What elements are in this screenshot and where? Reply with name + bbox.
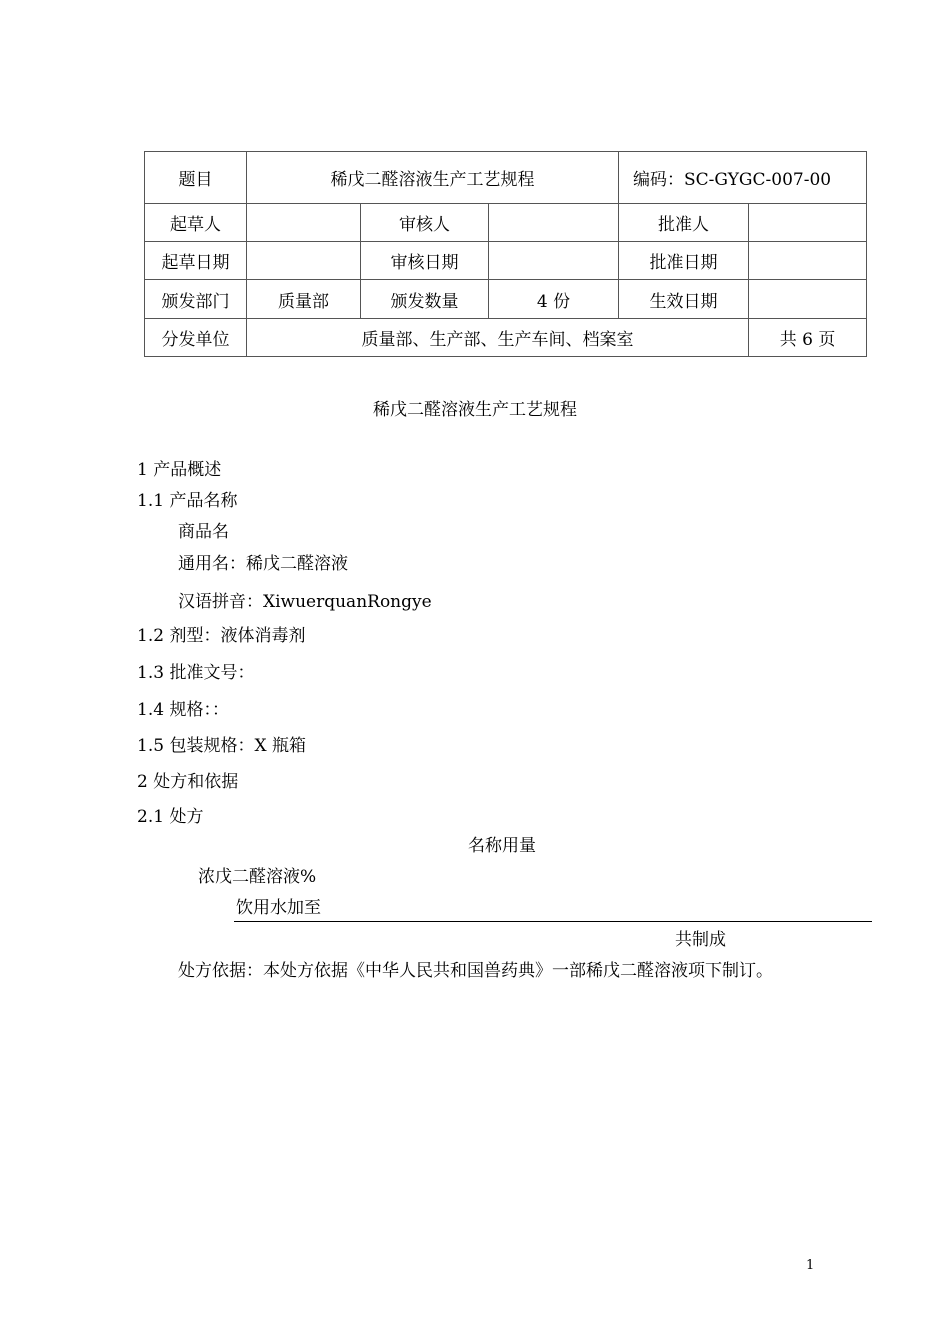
page-number: 1 bbox=[806, 1258, 815, 1273]
review-date-value bbox=[489, 242, 619, 280]
generic-name-line: 通用名：稀戊二醛溶液 bbox=[178, 554, 348, 574]
issue-dept-value: 质量部 bbox=[247, 280, 361, 319]
section-1-1-heading: 1.1 产品名称 bbox=[137, 491, 238, 511]
review-date-label: 审核日期 bbox=[361, 242, 489, 280]
section-1-3-approval-number: 1.3 批准文号： bbox=[137, 663, 255, 683]
section-1-2-dosage-form: 1.2 剂型：液体消毒剂 bbox=[137, 626, 306, 646]
title-label: 题目 bbox=[145, 152, 247, 204]
issue-dept-label: 颁发部门 bbox=[145, 280, 247, 319]
effective-date-label: 生效日期 bbox=[619, 280, 749, 319]
prescription-column-header: 名称用量 bbox=[468, 836, 536, 856]
drafter-label: 起草人 bbox=[145, 204, 247, 242]
prescription-row-water: 饮用水加至 bbox=[236, 898, 321, 918]
issue-qty-value: 4 份 bbox=[489, 280, 619, 319]
draft-date-value bbox=[247, 242, 361, 280]
prescription-row-ingredient: 浓戊二醛溶液% bbox=[198, 867, 317, 887]
distribution-value: 质量部、生产部、生产车间、档案室 bbox=[247, 319, 749, 357]
title-value: 稀戊二醛溶液生产工艺规程 bbox=[247, 152, 619, 204]
section-1-4-specification: 1.4 规格：： bbox=[137, 700, 229, 720]
section-2-1-heading: 2.1 处方 bbox=[137, 807, 204, 827]
reviewer-label: 审核人 bbox=[361, 204, 489, 242]
effective-date-value bbox=[749, 280, 867, 319]
draft-date-label: 起草日期 bbox=[145, 242, 247, 280]
drafter-value bbox=[247, 204, 361, 242]
document-code: 编码：SC-GYGC-007-00 bbox=[619, 152, 867, 204]
prescription-total: 共制成 bbox=[675, 930, 726, 950]
document-header-table bbox=[144, 151, 867, 357]
prescription-divider bbox=[234, 921, 872, 922]
approver-label: 批准人 bbox=[619, 204, 749, 242]
pinyin-line: 汉语拼音：XiwuerquanRongye bbox=[178, 592, 432, 612]
issue-qty-label: 颁发数量 bbox=[361, 280, 489, 319]
section-1-5-packaging: 1.5 包装规格：X 瓶箱 bbox=[137, 736, 306, 756]
section-2-heading: 2 处方和依据 bbox=[137, 772, 239, 792]
page-count: 共 6 页 bbox=[749, 319, 867, 357]
section-1-heading: 1 产品概述 bbox=[137, 460, 222, 480]
distribution-label: 分发单位 bbox=[145, 319, 247, 357]
prescription-basis: 处方依据：本处方依据《中华人民共和国兽药典》一部稀戊二醛溶液项下制订。 bbox=[178, 961, 773, 981]
approve-date-label: 批准日期 bbox=[619, 242, 749, 280]
reviewer-value bbox=[489, 204, 619, 242]
approve-date-value bbox=[749, 242, 867, 280]
document-title: 稀戊二醛溶液生产工艺规程 bbox=[373, 400, 577, 420]
trade-name-line: 商品名 bbox=[178, 522, 229, 542]
approver-value bbox=[749, 204, 867, 242]
